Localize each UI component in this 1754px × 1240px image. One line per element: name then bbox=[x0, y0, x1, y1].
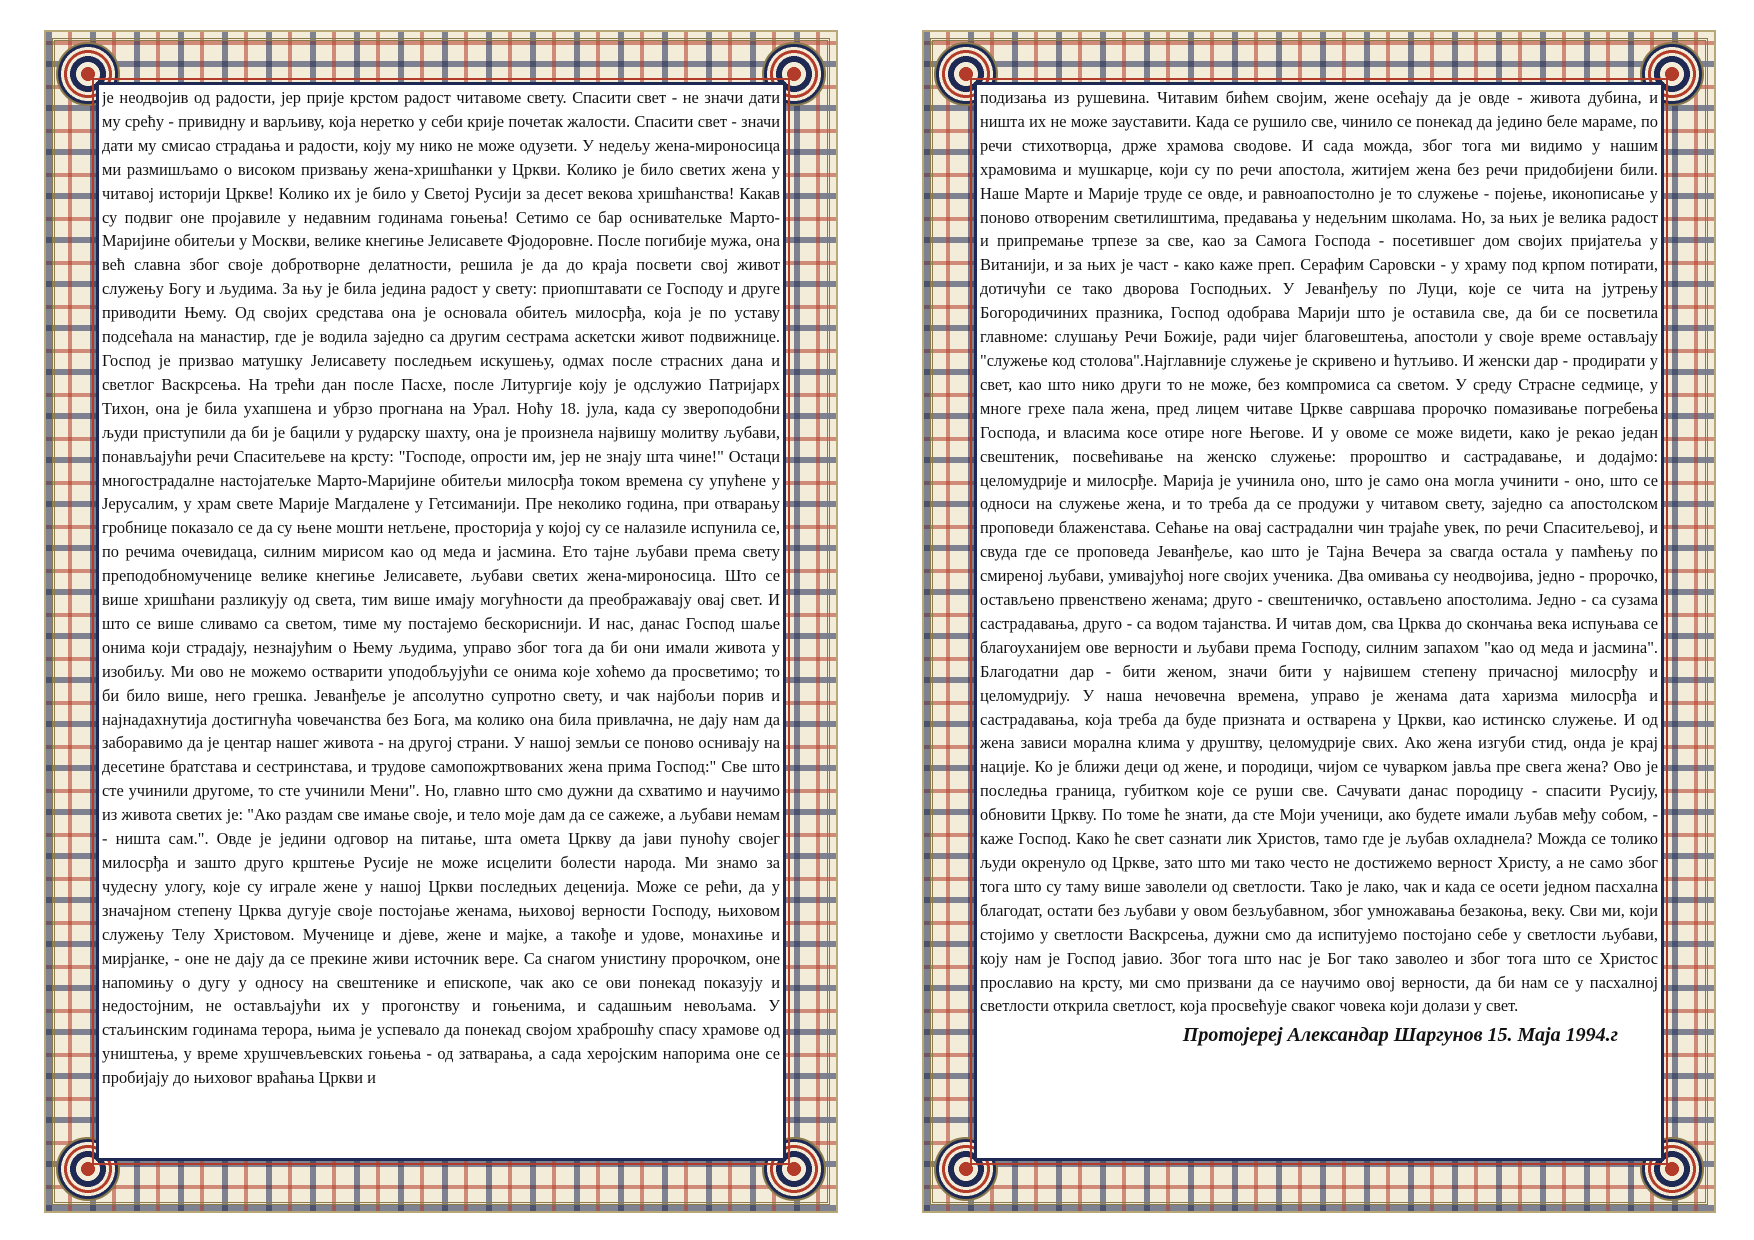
paragraph: је неодвојив од радости, јер прије крстом радост читавоме свету. Спасити свет - не значи дати му срећу - привидну и варљиву, која неретко у себи крије почетак жалости. Спасити свет - значи дати му смисао страдања и радости, коју му нико не може одузети. У недељу жена-мироносица ми размишљамо о високом призвању жена-хришћанки у Цркви. Колико је било светих жена у читавој историји Цркве! Колико их је било у Светој Русији за десет векова хришћанства! Какав су подвиг оне пројавиле у недавним годинама гоњења! Сетимо се бар оснивательке Марто-Маријине обитељи у Москви, велике кнегиње Јелисавете Фјодоровне. После погибије мужа, она већ славна због своје добротворне делатности, решила је да до краја посвети свој живот служењу Богу и људима. За њу је била једина радост у свету: приопштавати се Господу и друге приводити Њему. Од својих средстава она је основала обитељ милосрђа, која је по уставу подсећала на манастир, где је водила заједно са другим сестрама аскетски живот подвижнице. Господ је призвао матушку Јелисавету последњем искушењу, одмах после страсних дана и светлог Васкрсења. На трећи дан после Пасхе, после Литургије коју је одслужио Патријарх Тихон, она је била ухапшена и убрзо прогнана на Урал. Ноћу 18. јула, када су звероподобни људи приступили да би је бацили у рударску шахту, она је произнела највишу молитву љубави, понављајући речи Спаситељеве на крсту: "Господе, опрости им, јер не знају шта чине!" Остаци многострадалне настојатељке Марто-Маријине обитељи милосрђа током времена су упућене у Јерусалим, у храм свете Марије Магдалене у Гетсиманији. Пре неколико година, при отварању гробнице показало се да су њене мошти нетљене, просторија у којој су се налазиле испунила се, по речима очевидаца, силним мирисом као од меда и јасмина. Ето тајне љубави према свету преподобномученице велике кнегиње Јелисавете, љубави светих жена-мироносица. Што се више хришћани разликују од света, тим више имају могућности да преображавају овај свет. И што се више сливамо са светом, тиме му постајемо бескориснији. И нас, данас Господ шаље онима који страдају, незнајућим о Њему људима, управо због тога да би они имали живота у изобиљу. Ми ово не можемо остварити уподобљујући се онима које хоћемо да просветимо; то би било више, него грешка. Јеванђеље је апсолутно супротно свету, и чак најбољи порив и најнадахнутија достигнућа човечанства без Бога, ма колико она била привлачна, не дају нам да заборавимо да је центар нашег живота - на другој страни. У нашој земљи се поново оснивају на десетине братстава и сестринстава, и трудове самопожртвованих жена прима Господ:" Све што сте учинили другоме, то сте учинили Мени". Но, главно што смо дужни да схватимо и научимо из живота светих је: "Ако раздам све имање своје, и тело моје дам да се сажеже, а љубави немам - ништа сам.". Овде је једини одговор на питање, шта омета Цркву да јави пуноћу својег милосрђа и зашто друго крштење Русије не може исцелити болести народа. Ми знамо за чудесну улогу, које су играле жене у нашој Цркви последњих деценија. Може се рећи, да у значајном степену Црква дугује своје постојање женама, њиховој верности Господу, њиховом служењу Телу Христовом. Мученице и дјеве, жене и мајке, а такође и удове, монахиње и мирјанке, - оне не дају да се прекине живи источник вере. Са снагом унистину пророчком, оне напомињу о дугу у односу на свештенике и епископе, чак ако се ови понекад показују и недостојним, не остављајући их у прогонству и гоњенима, и садашњим невољама. У стаљинским годинама терора, њима је успевало да понекад својом храброшћу спасу храмове од уништења, у време хрушчевљевских гоњења - од затварања, а сада херојским напорима оне се пробијају до њиховог враћања Цркви и bbox=[102, 88, 780, 1088]
author-signature: Протојереј Александар Шаргунов 15. Маја 1994.г bbox=[1182, 1024, 1618, 1047]
body-text bbox=[980, 86, 1658, 1151]
body-text bbox=[102, 86, 780, 1151]
right-page bbox=[922, 30, 1716, 1213]
left-page bbox=[44, 30, 838, 1213]
paragraph: подизања из рушевина. Читавим бићем својим, жене осећају да је овде - живота дубина, и ништа их не може зауставити. Када се рушило све, чинило се понекад да једино беле мараме, по речи стихотворца, држе храмова сводове. И сада можда, због тога ми видимо у нашим храмовима и мушкарце, који су по речи апостола, житијем жена без речи придобијени били. Наше Марте и Марије труде се овде, и равноапостолно је то служење - појење, иконописање у поново отвореним светилиштима, предавања у недељним школама. Но, за њих је велика радост и припремање трпезе за све, као за Самога Господа - посетившег дом својих пријатеља у Витанији, и за њих је част - како каже преп. Серафим Саровски - у храму под крпом потирати, дотичући се тако дворова Господњих. У Јеванђељу по Луци, које се чита на јутрењу Богородичиних празника, Господ одобрава Марији што је оставила све, да би се посветила главноме: слушању Речи Божије, ради чијег благовештења, апостоли у своје време остављају "служење код столова".Најглавније служење је скривено и ћутљиво. И женски дар - продирати у свет, као што нико други то не може, без компромиса са светом. У среду Страсне седмице, у многе грехе пала жена, пред лицем читаве Цркве савршава пророчко помазивање погребења Господа, и власима косе отире ноге Његове. И у овоме се може видети, како је рекао један свештеник, посвећивање на женско служење: пророштво и састрадавање, и додајмо: целомудрије и милосрђе. Марија је учинила оно, што је само она могла учинити - оно, што се односи на служење жена, и то треба да се продужи у читавом свету, заједно са апостолском проповеди блаженстава. Сећање на овај састрадални чин трајаће увек, по речи Спаситељевој, и свуда где се проповеда Јеванђеље, као што је Тајна Вечера за свагда остала у памћењу по смиреној љубави, умивајућој ноге својих ученика. Два омивања су неодвојива, једно - пророчко, остављено првенствено женама; друго - свештеничко, остављено апостолима. Једно - са сузама састрадавања, друго - са водом тајанства. И читав дом, сва Црква до скончања века испуњава се благоуханијем ове верности и љубави према Господу, силним запахом "као од меда и јасмина". Благодатни дар - бити женом, значи бити у највишем степену причасној милосрђу и целомудрију. У наша нечовечна времена, управо је женама дата харизма милосрђа и састрадавања, која треба да буде призната и остварена у Цркви, као истинско служење. И од жена зависи морална клима у друштву, целомудрије свих. Ако жена изгуби стид, онда је крај нације. Ко је ближи деци од жене, и породици, чијом се чуварком јавља пре свега жена? Ово је последња граница, губитком које се руши све. Сачувати данас породицу - спасити Русију, обновити Цркву. По томе ће знати, да сте Моји ученици, ако будете имали љубав међу собом, - каже Господ. Како ће свет сазнати лик Христов, тамо где је љубав охладнела? Можда се толико људи окренуло од Цркве, зато што ми тако често не достижемо верност Христу, а не само због тога што су таму више заволели од светлости. Тако је лако, чак и када се осети једном пасхална благодат, остати без љубави у овом безљубавном, због умножавања безакоња, веку. Сви ми, који стојимо у светлости Васкрсења, дужни смо да испитујемо постојано себе у светлости љубави, коју нам је Господ јавио. Због тога што нас је Бог тако заволео и због тога што се Христос прославио на крсту, ми смо призвани да се научимо овој верности, да би нам се у пасхалној светлости открила светлост, која просвећује сваког човека који долази у свет. bbox=[980, 88, 1658, 1016]
